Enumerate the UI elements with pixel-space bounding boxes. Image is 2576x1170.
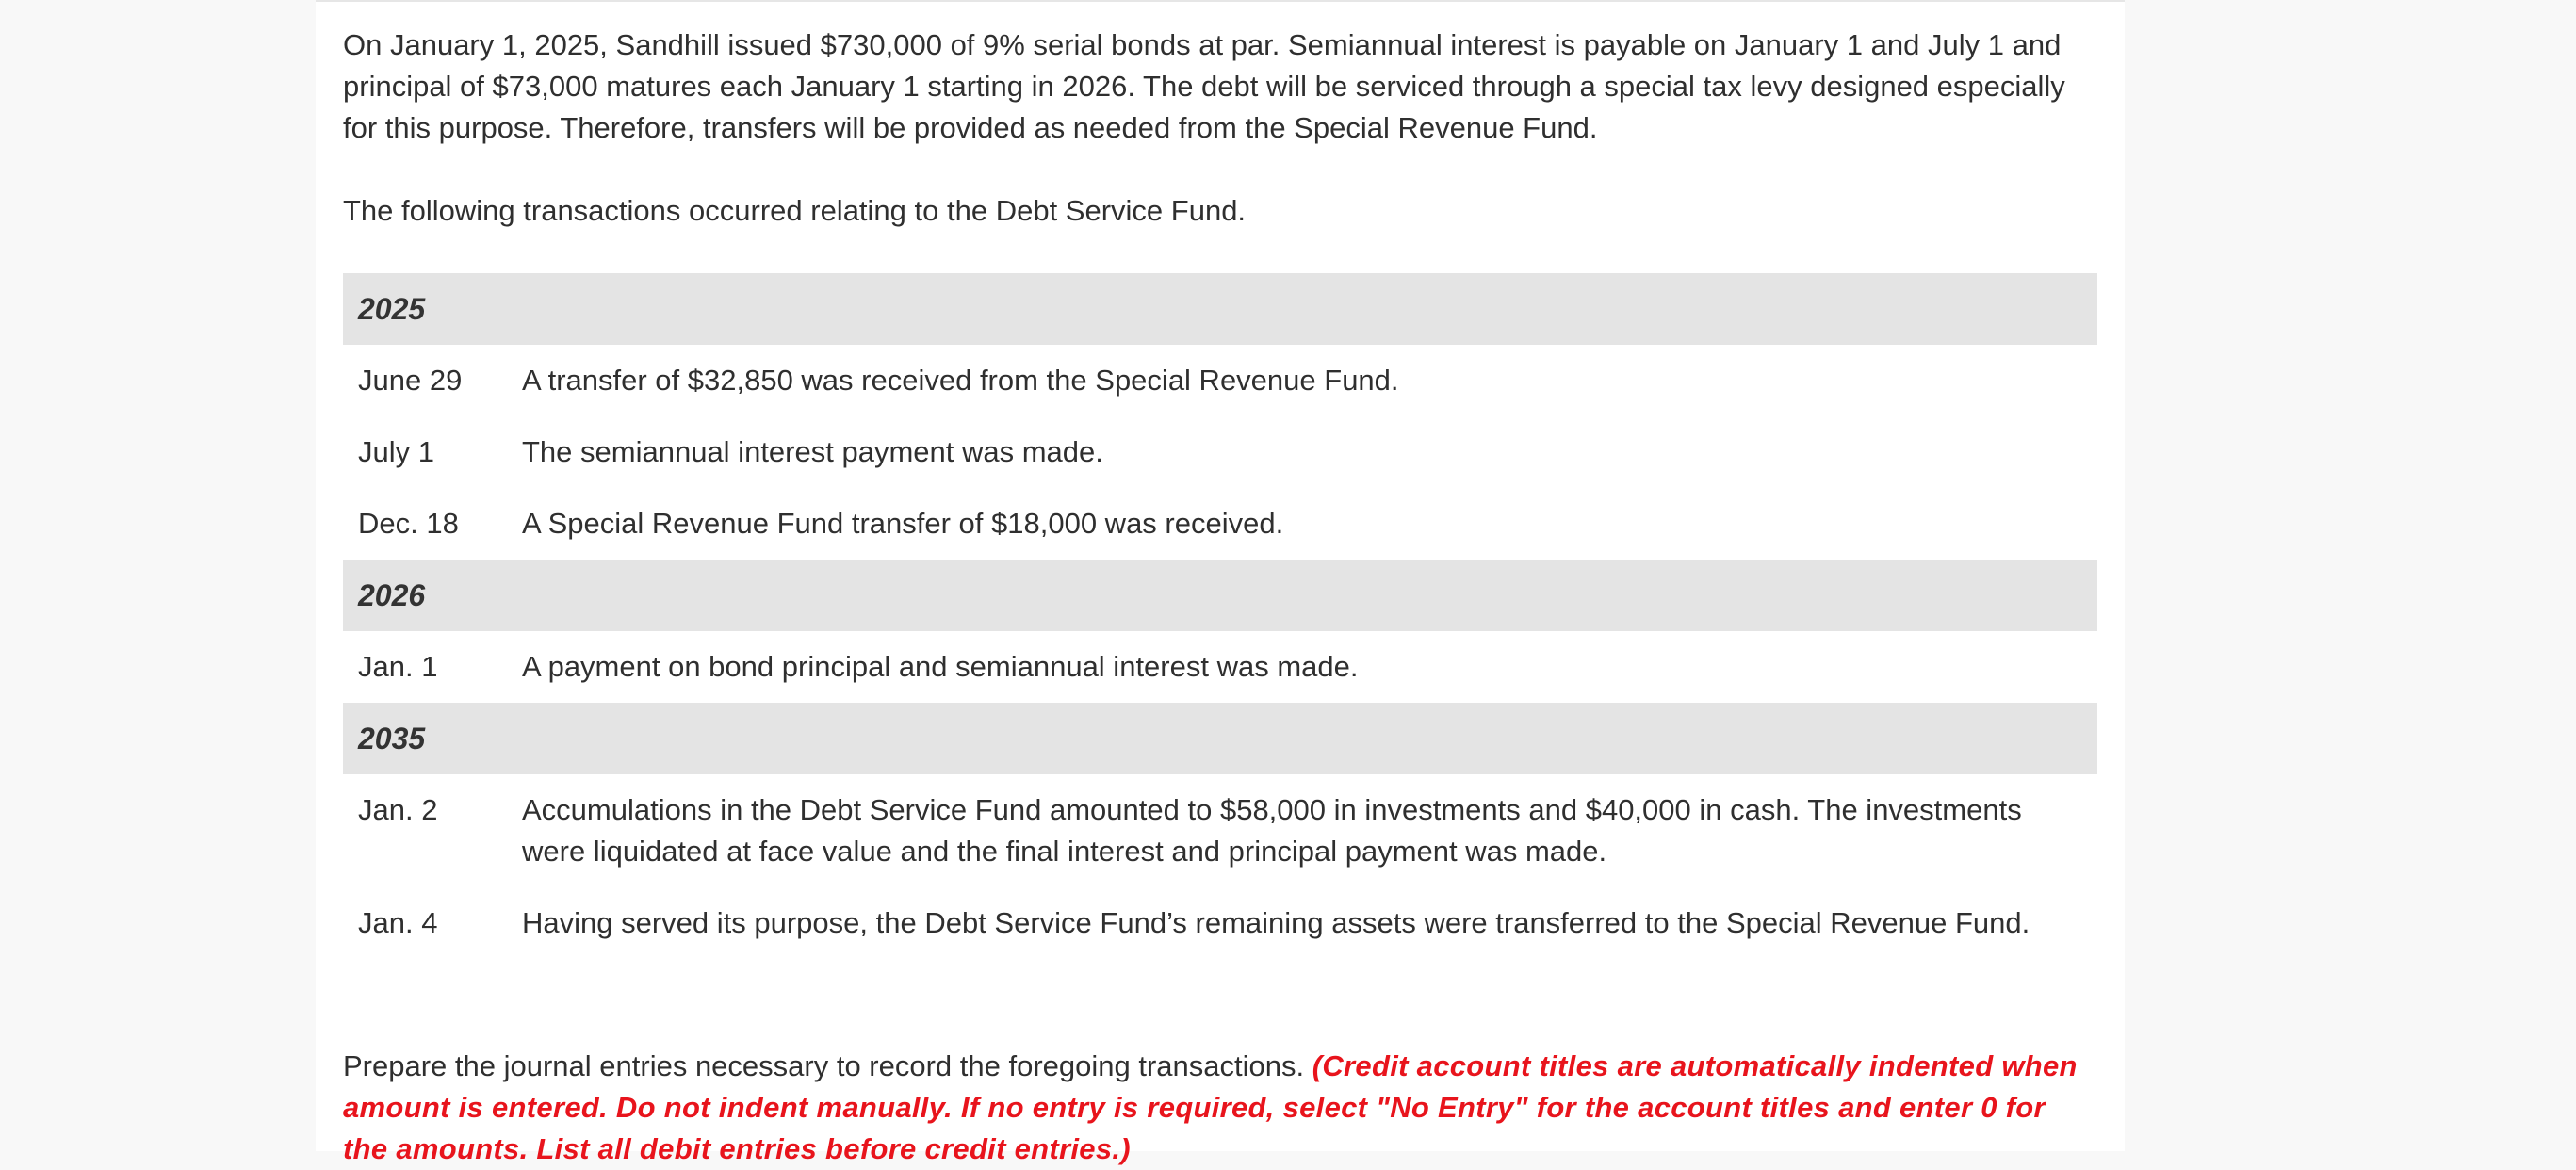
transaction-date: Jan. 1 bbox=[358, 650, 438, 683]
question-panel bbox=[316, 0, 2125, 1165]
transaction-date: Jan. 4 bbox=[358, 906, 438, 939]
transactions-table bbox=[343, 273, 2097, 959]
transaction-text: A payment on bond principal and semiannual interest was made. bbox=[522, 650, 1359, 683]
transaction-text: Having served its purpose, the Debt Service Fund’s remaining assets were transferred to the Special Revenue Fund. bbox=[522, 906, 2030, 939]
transaction-date: July 1 bbox=[358, 435, 434, 468]
instructions-note: (Credit account titles are automatically indented when amount is entered. Do not indent manually. If no entry is required, select "No Entry" for the account titles and enter 0 for the amounts. List all debit entries before credit entries.) bbox=[343, 1049, 2078, 1165]
year-row bbox=[343, 560, 2097, 631]
transaction-row bbox=[343, 416, 2097, 488]
transaction-text: A transfer of $32,850 was received from the Special Revenue Fund. bbox=[522, 364, 1399, 397]
question-content bbox=[343, 24, 2097, 1170]
transactions-intro: The following transactions occurred relating to the Debt Service Fund. bbox=[343, 194, 1247, 227]
transaction-row bbox=[343, 488, 2097, 560]
transaction-date: June 29 bbox=[358, 364, 463, 397]
transaction-text: Accumulations in the Debt Service Fund amounted to $58,000 in investments and $40,000 in cash. The investments were liquidated at face value and the final interest and principal payment was made. bbox=[522, 793, 2022, 868]
transaction-date: Dec. 18 bbox=[358, 507, 459, 540]
year-row bbox=[343, 703, 2097, 774]
year-row bbox=[343, 273, 2097, 345]
transaction-row bbox=[343, 887, 2097, 959]
transaction-row bbox=[343, 345, 2097, 416]
year-label: 2025 bbox=[343, 273, 2097, 345]
transaction-text: The semiannual interest payment was made. bbox=[522, 435, 1103, 468]
year-label: 2035 bbox=[343, 703, 2097, 774]
instructions-prompt: Prepare the journal entries necessary to record the foregoing transactions. bbox=[343, 1049, 1305, 1082]
intro-paragraph: On January 1, 2025, Sandhill issued $730,000 of 9% serial bonds at par. Semiannual interest is payable on January 1 and July 1 and principal of $73,000 matures each January 1 starting in 2026. The debt will be serviced through a special tax levy designed especially for this purpose. Therefore, transfers will be provided as needed from the Special Revenue Fund. bbox=[343, 28, 2065, 144]
transaction-date: Jan. 2 bbox=[358, 793, 438, 826]
transaction-row bbox=[343, 631, 2097, 703]
instructions bbox=[343, 1046, 2097, 1170]
transaction-row bbox=[343, 774, 2097, 887]
year-label: 2026 bbox=[343, 560, 2097, 631]
transaction-text: A Special Revenue Fund transfer of $18,000 was received. bbox=[522, 507, 1284, 540]
